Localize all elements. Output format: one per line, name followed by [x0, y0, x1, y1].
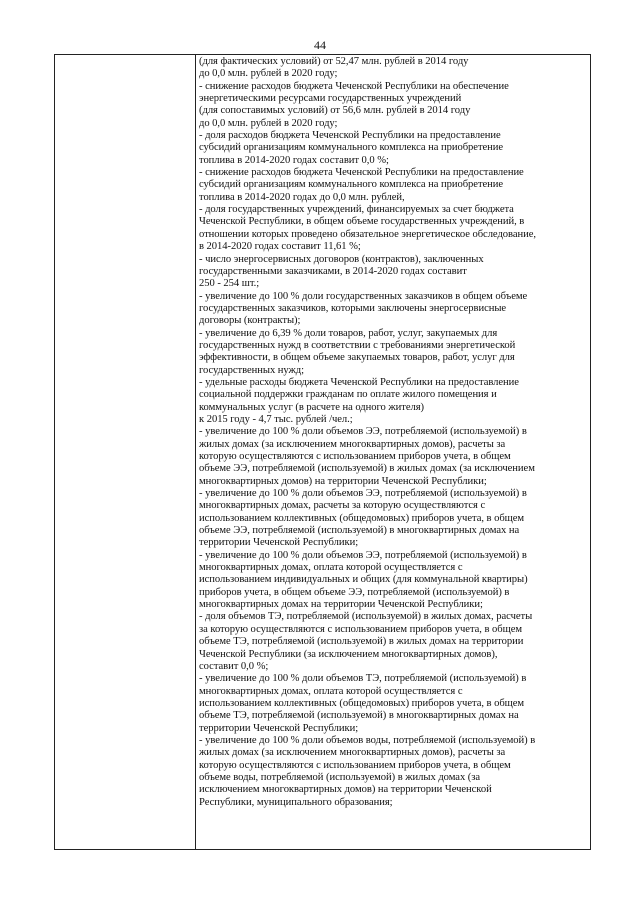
text-line: до 0,0 млн. рублей в 2020 году; — [199, 68, 338, 80]
text-line: коммунальных услуг (в расчете на одного жителя) — [199, 401, 425, 413]
text-line: - увеличение до 100 % доли государственных заказчиков в общем объеме — [199, 290, 528, 302]
text-line: в 2014-2020 годах составит 11,61 %; — [199, 241, 361, 253]
document-table — [54, 54, 591, 850]
text-line: до 0,0 млн. рублей в 2020 году; — [199, 117, 338, 129]
text-line: энергетическими ресурсами государственных учреждений — [199, 93, 462, 105]
text-line: топлива в 2014-2020 годах до 0,0 млн. рублей, — [199, 191, 405, 203]
text-line: - доля государственных учреждений, финансируемых за счет бюджета — [199, 204, 514, 216]
text-line: объеме ЭЭ, потребляемой (используемой) в многоквартирных домах на — [199, 525, 520, 537]
text-line: составит 0,0 %; — [199, 660, 269, 672]
text-line: многоквартирных домах, оплата которой осуществляется с — [199, 685, 463, 697]
text-line: - число энергосервисных договоров (контрактов), заключенных — [199, 253, 484, 265]
text-line: - увеличение до 100 % доли объемов воды, потребляемой (используемой) в — [199, 734, 536, 746]
text-line: - доля объемов ТЭ, потребляемой (используемой) в жилых домах, расчеты — [199, 611, 533, 623]
text-line: - увеличение до 6,39 % доли товаров, работ, услуг, закупаемых для — [199, 327, 498, 339]
text-line: использованием коллективных (общедомовых) приборов учета, в общем — [199, 697, 525, 709]
text-line: (для фактических условий) от 52,47 млн. рублей в 2014 году — [199, 56, 469, 67]
text-line: жилых домах (за исключением многоквартирных домов), расчеты за — [199, 438, 506, 450]
text-line: государственных нужд в соответствии с требованиями энергетической — [199, 339, 516, 351]
table-cell-indicators — [196, 55, 591, 850]
text-line: - увеличение до 100 % доли объемов ТЭ, потребляемой (используемой) в — [199, 673, 527, 685]
text-line: 250 - 254 шт.; — [199, 278, 260, 290]
text-line: отношении которых проведено обязательное энергетическое обследование, — [199, 228, 536, 240]
text-line: многоквартирных домах, оплата которой осуществляется с — [199, 562, 463, 574]
text-line: - снижение расходов бюджета Чеченской Республики на обеспечение — [199, 80, 509, 92]
text-line: эффективности, в общем объеме закупаемых товаров, работ, услуг для — [199, 352, 515, 364]
table-row — [55, 55, 591, 850]
text-line: Чеченской Республики (за исключением многоквартирных домов), — [199, 648, 498, 660]
text-line: - увеличение до 100 % доли объемов ЭЭ, потребляемой (используемой) в — [199, 488, 527, 500]
text-line: субсидий организациям коммунального комплекса на приобретение — [199, 179, 504, 191]
text-line: субсидий организациям коммунального комплекса на приобретение — [199, 142, 504, 154]
text-line: - доля расходов бюджета Чеченской Республики на предоставление — [199, 130, 501, 142]
text-line: использованием коллективных (общедомовых) приборов учета, в общем — [199, 512, 525, 524]
text-line: за которую осуществляются с использованием приборов учета, в общем — [199, 623, 523, 635]
text-line: государственными заказчиками, в 2014-2020 годах составит — [199, 265, 467, 277]
indicator-text — [199, 56, 590, 809]
text-line: государственных нужд; — [199, 364, 305, 376]
text-line: Чеченской Республики, в общем объеме государственных учреждений, в — [199, 216, 525, 228]
text-line: объеме воды, потребляемой (используемой) в жилых домах (за — [199, 771, 481, 783]
page-number: 44 — [314, 38, 326, 52]
text-line: Республики, муниципального образования; — [199, 796, 393, 808]
text-line: которую осуществляются с использованием приборов учета, в общем — [199, 451, 511, 462]
table-cell-left-empty — [55, 55, 196, 850]
text-line: территории Чеченской Республики; — [199, 537, 359, 549]
text-line: объеме ТЭ, потребляемой (используемой) в многоквартирных домах на — [199, 710, 519, 722]
text-line: объеме ТЭ, потребляемой (используемой) в жилых домах на территории — [199, 636, 524, 648]
text-line: территории Чеченской Республики; — [199, 722, 359, 734]
text-line: многоквартирных домах, расчеты за которую осуществляются с — [199, 500, 486, 512]
text-line: договоры (контракты); — [199, 315, 301, 327]
text-line: (для сопоставимых условий) от 56,6 млн. рублей в 2014 году — [199, 105, 471, 117]
text-line: социальной поддержки гражданам по оплате жилого помещения и — [199, 389, 497, 401]
text-line: к 2015 году - 4,7 тыс. рублей /чел.; — [199, 413, 353, 425]
text-line: государственных заказчиков, которыми заключены энергосервисные — [199, 302, 507, 314]
text-line: приборов учета, в общем объеме ЭЭ, потребляемой (используемой) в — [199, 586, 510, 598]
text-line: - удельные расходы бюджета Чеченской Республики на предоставление — [199, 376, 519, 388]
text-line: исключением многоквартирных домов) на территории Чеченской — [199, 784, 492, 796]
text-line: объеме ЭЭ, потребляемой (используемой) в жилых домах (за исключением — [199, 463, 535, 475]
text-line: - увеличение до 100 % доли объемов ЭЭ, потребляемой (используемой) в — [199, 549, 527, 561]
text-line: которую осуществляются с использованием приборов учета, в общем — [199, 759, 511, 771]
text-line: многоквартирных домах на территории Чеченской Республики; — [199, 599, 483, 611]
text-line: многоквартирных домов) на территории Чеченской Республики; — [199, 475, 487, 487]
text-line: топлива в 2014-2020 годах составит 0,0 %; — [199, 154, 389, 166]
text-line: - увеличение до 100 % доли объемов ЭЭ, потребляемой (используемой) в — [199, 426, 527, 438]
text-line: жилых домах (за исключением многоквартирных домов), расчеты за — [199, 747, 506, 759]
text-line: - снижение расходов бюджета Чеченской Республики на предоставление — [199, 167, 524, 179]
text-line: использованием индивидуальных и общих (для коммунальной квартиры) — [199, 574, 528, 586]
